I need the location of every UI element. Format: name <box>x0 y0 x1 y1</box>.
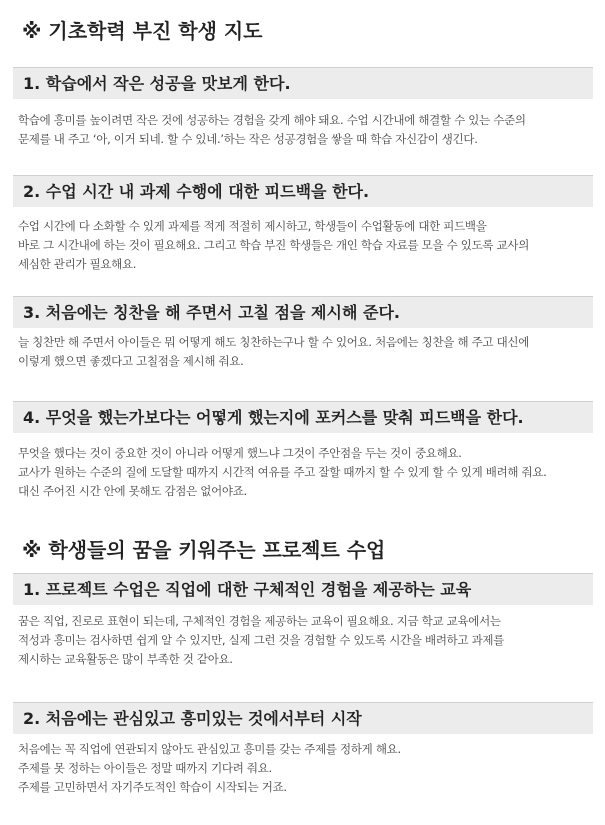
item-body-2 <box>18 217 603 274</box>
body-line: 무엇을 했다는 것이 중요한 것이 아니라 어떻게 했느냐 그것이 주안점을 두는 것이 중요해요. <box>18 446 462 460</box>
body-line: 바로 그 시간내에 하는 것이 필요해요. 그리고 학습 부진 학생들은 개인 학습 자료를 모을 수 있도록 교사의 <box>18 238 530 252</box>
body-line: 학습에 흥미를 높이려면 작은 것에 성공하는 경험을 갖게 해야 돼요. 수업 시간내에 해결할 수 있는 수준의 <box>18 113 526 127</box>
body-line: 세심한 관리가 필요해요. <box>18 257 137 271</box>
item-body-6 <box>18 740 603 797</box>
body-line: 제시하는 교육활동은 많이 부족한 것 같아요. <box>18 652 233 666</box>
section-title-project-class: ※ 학생들의 꿈을 키워주는 프로젝트 수업 <box>22 538 386 562</box>
body-line: 처음에는 꼭 직업에 연관되지 않아도 관심있고 흥미를 갖는 주제를 정하게 해요. <box>18 742 401 756</box>
body-line: 주제를 고민하면서 자기주도적인 학습이 시작되는 거죠. <box>18 780 287 794</box>
item-heading-4: 4. 무엇을 했는가보다는 어떻게 했는지에 포커스를 맞춰 피드백을 한다. <box>13 401 593 433</box>
body-line: 적성과 흥미는 검사하면 쉽게 알 수 있지만, 실제 그런 것을 경험할 수 있도록 시간을 배려하고 과제를 <box>18 633 505 647</box>
body-line: 주제를 못 정하는 아이들은 정말 때까지 기다려 줘요. <box>18 761 272 775</box>
body-line: 대신 주어진 시간 안에 못해도 감점은 없어야죠. <box>18 484 247 498</box>
body-line: 수업 시간에 다 소화할 수 있게 과제를 적게 적절히 제시하고, 학생들이 수업활동에 대한 피드백을 <box>18 219 487 233</box>
item-heading-3: 3. 처음에는 칭찬을 해 주면서 고칠 점을 제시해 준다. <box>13 296 593 328</box>
item-heading-2: 2. 수업 시간 내 과제 수행에 대한 피드백을 한다. <box>13 175 593 207</box>
item-heading-1: 1. 학습에서 작은 성공을 맛보게 한다. <box>13 67 593 99</box>
body-line: 꿈은 직업, 진로로 표현이 되는데, 구체적인 경험을 제공하는 교육이 필요해요. 지금 학교 교육에서는 <box>18 614 501 628</box>
item-body-3 <box>18 333 603 371</box>
body-line: 교사가 원하는 수준의 질에 도달할 때까지 시간적 여유를 주고 잘할 때까지 할 수 있게 할 수 있게 배려해 줘요. <box>18 465 547 479</box>
body-line: 늘 칭찬만 해 주면서 아이들은 뭐 어떻게 해도 칭찬하는구나 할 수 있어요. 처음에는 칭찬을 해 주고 대신에 <box>18 335 530 349</box>
item-heading-6: 2. 처음에는 관심있고 흥미있는 것에서부터 시작 <box>13 702 593 734</box>
section-title-basic-learning: ※ 기초학력 부진 학생 지도 <box>22 19 263 43</box>
item-body-4 <box>18 444 603 501</box>
item-body-1 <box>18 111 603 149</box>
body-line: 이렇게 했으면 좋겠다고 고칠점을 제시해 줘요. <box>18 354 244 368</box>
body-line: 문제를 내 주고 ‘아, 이거 되네. 할 수 있네.’하는 작은 성공경험을 쌓을 때 학습 자신감이 생긴다. <box>18 132 478 146</box>
item-heading-5: 1. 프로젝트 수업은 직업에 대한 구체적인 경험을 제공하는 교육 <box>13 573 593 605</box>
item-body-5 <box>18 612 603 669</box>
